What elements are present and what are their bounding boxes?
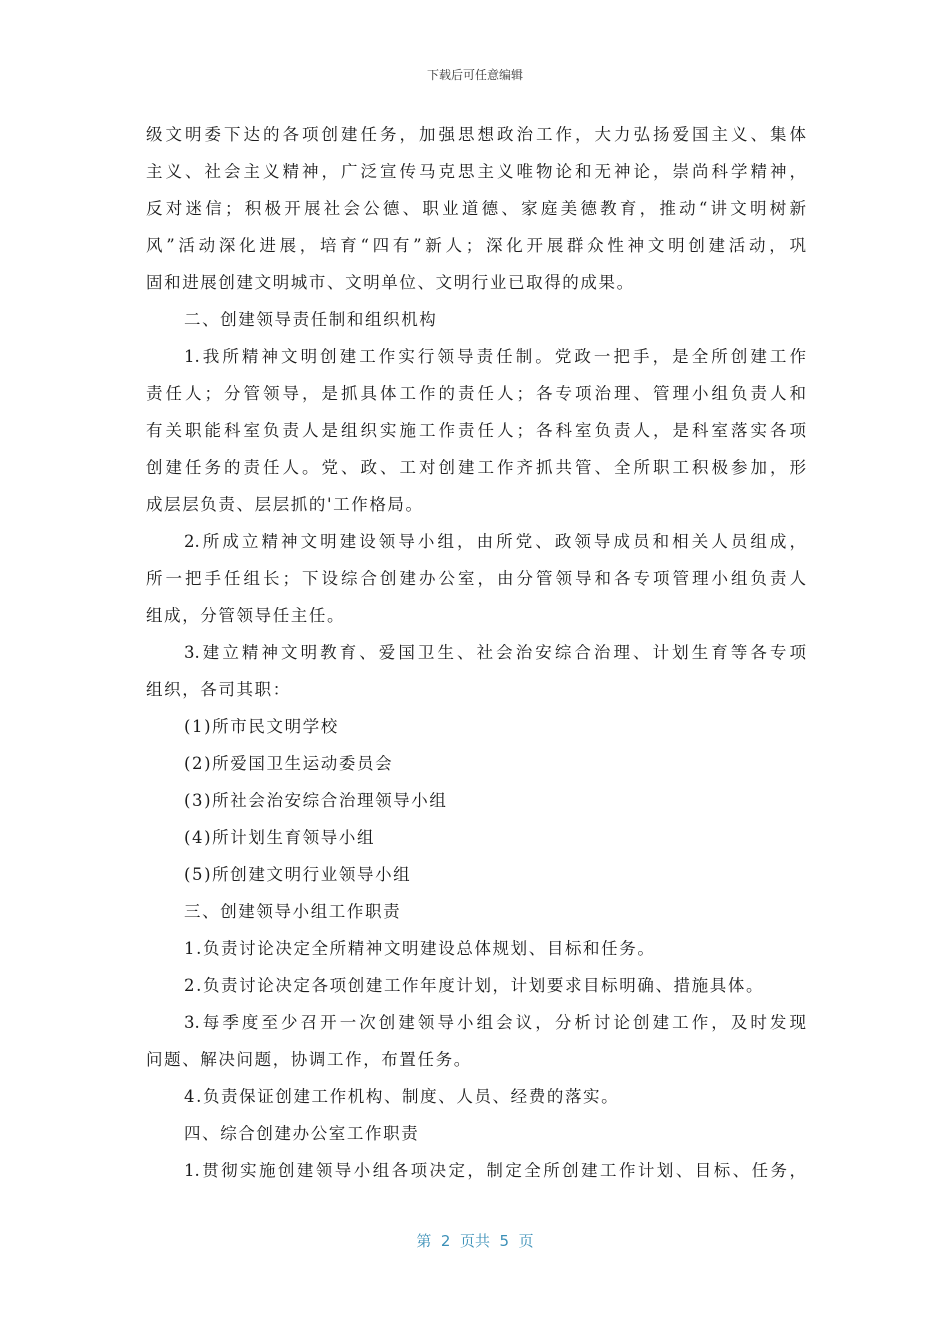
text-line: 反对迷信；积极开展社会公德、职业道德、家庭美德教育，推动“讲文明树新 bbox=[146, 199, 806, 218]
list-item: (2)所爱国卫生运动委员会 bbox=[184, 754, 394, 773]
text-line: 2.负责讨论决定各项创建工作年度计划，计划要求目标明确、措施具体。 bbox=[184, 976, 765, 995]
text-line: 1.我所精神文明创建工作实行领导责任制。党政一把手，是全所创建工作 bbox=[184, 347, 806, 366]
text-line: 3.每季度至少召开一次创建领导小组会议，分析讨论创建工作，及时发现 bbox=[184, 1013, 806, 1032]
text-line: 3.建立精神文明教育、爱国卫生、社会治安综合治理、计划生育等各专项 bbox=[184, 643, 806, 662]
page-header: 下载后可任意编辑 bbox=[426, 68, 523, 82]
text-line: 创建任务的责任人。党、政、工对创建工作齐抓共管、全所职工积极参加，形 bbox=[146, 458, 806, 477]
text-line: 所一把手任组长；下设综合创建办公室，由分管领导和各专项管理小组负责人 bbox=[146, 569, 806, 588]
text-line: 成层层负责、层层抓的'工作格局。 bbox=[146, 495, 424, 514]
text-line: 2.所成立精神文明建设领导小组，由所党、政领导成员和相关人员组成， bbox=[184, 532, 806, 551]
section-heading: 三、创建领导小组工作职责 bbox=[184, 902, 402, 921]
text-line: 组成，分管领导任主任。 bbox=[146, 606, 346, 625]
text-line: 责任人；分管领导，是抓具体工作的责任人；各专项治理、管理小组负责人和 bbox=[146, 384, 806, 403]
text-line: 级文明委下达的各项创建任务，加强思想政治工作，大力弘扬爱国主义、集体 bbox=[146, 125, 806, 144]
list-item: (1)所市民文明学校 bbox=[184, 717, 339, 736]
text-line: 风”活动深化进展，培育“四有”新人；深化开展群众性神文明创建活动，巩 bbox=[146, 236, 806, 255]
document-body bbox=[146, 116, 806, 1189]
text-line: 1.贯彻实施创建领导小组各项决定，制定全所创建工作计划、目标、任务， bbox=[184, 1161, 806, 1180]
list-item: (4)所计划生育领导小组 bbox=[184, 828, 376, 847]
section-heading: 二、创建领导责任制和组织机构 bbox=[184, 310, 438, 329]
text-line: 4.负责保证创建工作机构、制度、人员、经费的落实。 bbox=[184, 1087, 620, 1106]
text-line: 固和进展创建文明城市、文明单位、文明行业已取得的成果。 bbox=[146, 273, 635, 292]
list-item: (3)所社会治安综合治理领导小组 bbox=[184, 791, 448, 810]
section-heading: 四、综合创建办公室工作职责 bbox=[184, 1124, 420, 1143]
text-line: 问题、解决问题，协调工作，布置任务。 bbox=[146, 1050, 472, 1069]
text-line: 有关职能科室负责人是组织实施工作责任人；各科室负责人，是科室落实各项 bbox=[146, 421, 806, 440]
text-line: 主义、社会主义精神，广泛宣传马克思主义唯物论和无神论，崇尚科学精神， bbox=[146, 162, 806, 181]
text-line: 组织，各司其职： bbox=[146, 680, 291, 699]
list-item: (5)所创建文明行业领导小组 bbox=[184, 865, 412, 884]
page-footer: 第 2 页共 5 页 bbox=[416, 1232, 534, 1250]
text-line: 1.负责讨论决定全所精神文明建设总体规划、目标和任务。 bbox=[184, 939, 656, 958]
